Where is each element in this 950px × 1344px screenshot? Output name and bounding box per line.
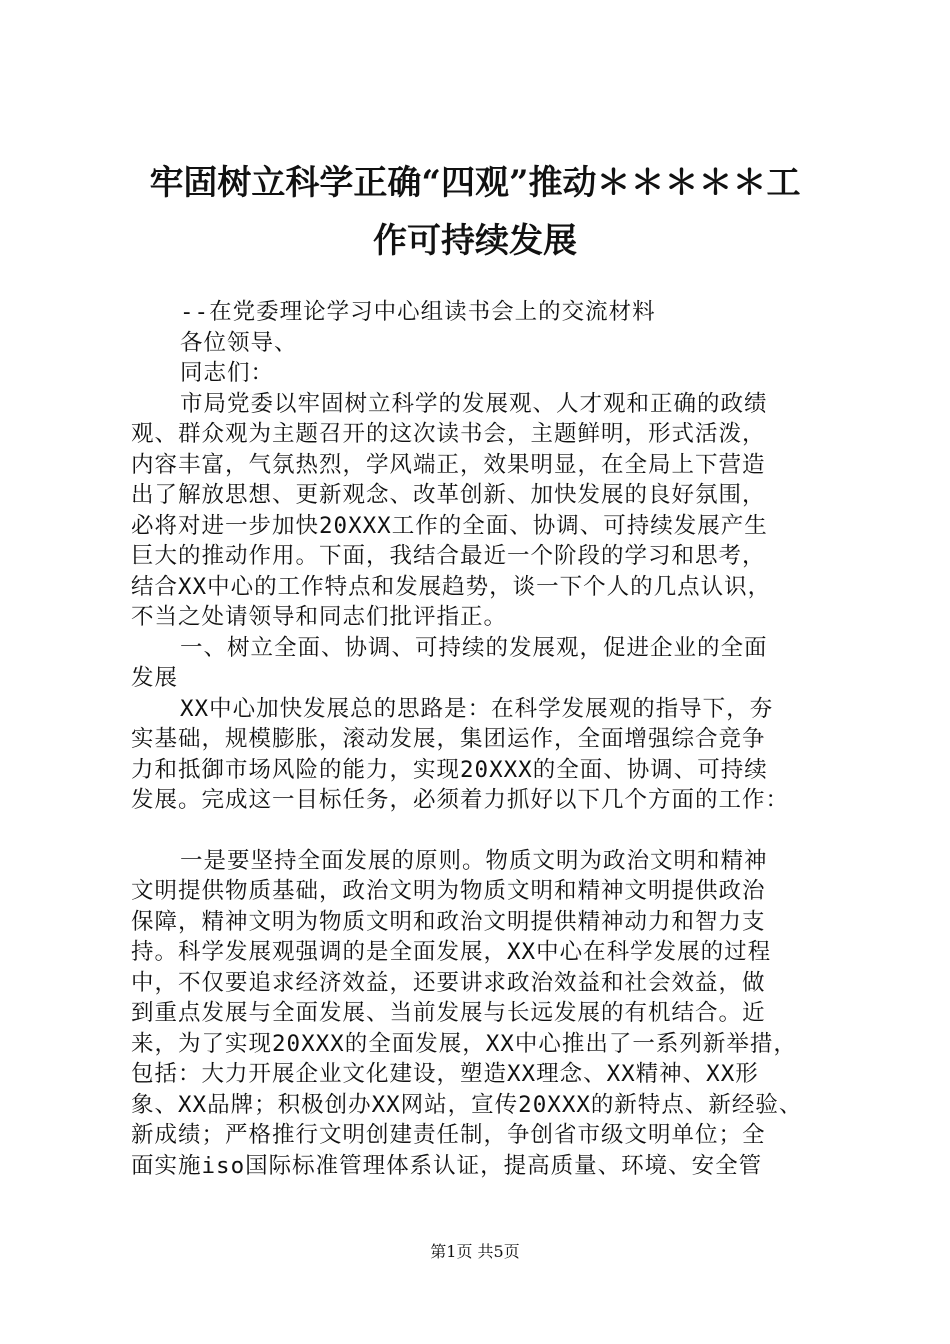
paragraph-line: XX中心加快发展总的思路是：在科学发展观的指导下，夯 [180, 695, 774, 722]
section-heading-1 [131, 633, 837, 694]
paragraph-line: 力和抵御市场风险的能力，实现20XXX的全面、协调、可持续 [131, 756, 768, 783]
paragraph-line: 不当之处请领导和同志们批评指正。 [131, 604, 508, 630]
paragraph-line: 一是要坚持全面发展的原则。物质文明为政治文明和精神 [180, 847, 768, 874]
paragraph-line: 象、XX品牌；积极创办XX网站，宣传20XXX的新特点、新经验、 [131, 1091, 803, 1118]
paragraph-line: 来，为了实现20XXX的全面发展，XX中心推出了一系列新举措， [131, 1030, 797, 1057]
paragraph-line: 结合XX中心的工作特点和发展趋势，谈一下个人的几点认识， [131, 573, 772, 600]
paragraph-line: 出了解放思想、更新观念、改革创新、加快发展的良好氛围， [131, 482, 766, 508]
document-subtitle: --在党委理论学习中心组读书会上的交流材料 [180, 299, 656, 325]
paragraph-line: 文明提供物质基础，政治文明为物质文明和精神文明提供政治 [131, 878, 766, 904]
document-body [131, 297, 837, 1181]
paragraph-line: 包括：大力开展企业文化建设，塑造XX理念、XX精神、XX形 [131, 1061, 759, 1087]
paragraph-line: 面实施iso国际标准管理体系认证，提高质量、环境、安全管 [131, 1152, 763, 1179]
paragraph-line: 发展。完成这一目标任务，必须着力抓好以下几个方面的工作： [131, 787, 790, 813]
heading-line: 一、树立全面、协调、可持续的发展观，促进企业的全面 [180, 634, 768, 661]
document-title-line-2: 作可持续发展 [373, 221, 577, 261]
salutation-comrades: 同志们： [180, 360, 275, 386]
paragraph-line: 新成绩；严格推行文明创建责任制，争创省市级文明单位；全 [131, 1122, 766, 1148]
paragraph-line: 实基础，规模膨胀，滚动发展，集团运作，全面增强综合竞争 [131, 726, 766, 752]
paragraph-point-one [131, 846, 837, 1182]
paragraph-line: 内容丰富，气氛热烈，学风端正，效果明显，在全局上下营造 [131, 451, 766, 478]
paragraph-line: 巨大的推动作用。下面，我结合最近一个阶段的学习和思考， [131, 543, 766, 569]
paragraph-line: 观、群众观为主题召开的这次读书会，主题鲜明，形式活泼， [131, 421, 766, 447]
document-title-line-1: 牢固树立科学正确“四观”推动＊＊＊＊＊工 [149, 163, 801, 203]
paragraph-spacer [131, 816, 837, 846]
paragraph-line: 保障，精神文明为物质文明和政治文明提供精神动力和智力支 [131, 908, 766, 935]
paragraph-line: 市局党委以牢固树立科学的发展观、人才观和正确的政绩 [180, 390, 768, 417]
paragraph-intro [131, 389, 837, 633]
salutation-leaders: 各位领导、 [180, 329, 298, 356]
paragraph-line: 中，不仅要追求经济效益，还要讲求政治效益和社会效益，做 [131, 969, 766, 996]
page-number-footer: 第1页 共5页 [430, 1242, 520, 1261]
paragraph-line: 到重点发展与全面发展、当前发展与长远发展的有机结合。近 [131, 1000, 766, 1026]
paragraph-approach [131, 694, 837, 816]
heading-line: 发展 [131, 665, 179, 691]
paragraph-line: 必将对进一步加快20XXX工作的全面、协调、可持续发展产生 [131, 512, 768, 539]
paragraph-line: 持。科学发展观强调的是全面发展，XX中心在科学发展的过程 [131, 939, 772, 965]
